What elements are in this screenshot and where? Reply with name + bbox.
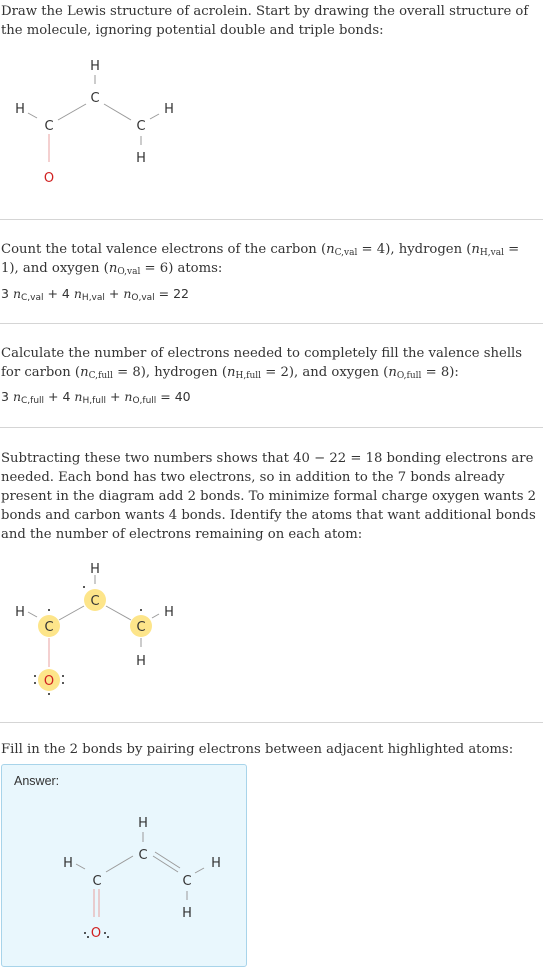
- atom-h: H: [164, 102, 174, 117]
- atom-c: C: [44, 119, 54, 134]
- atom-c: C: [182, 874, 192, 889]
- atom-h: H: [90, 59, 100, 74]
- atom-c: C: [90, 91, 100, 106]
- atom-h: H: [182, 906, 192, 921]
- atom-h: H: [63, 856, 73, 871]
- atom-c: C: [138, 848, 148, 863]
- atom-o: O: [90, 926, 102, 941]
- intro-text: Draw the Lewis structure of acrolein. Start by drawing the overall structure of the molecule, ignoring potential double and triple bonds:: [1, 4, 529, 38]
- divider: [0, 427, 543, 428]
- atom-h: H: [90, 562, 100, 577]
- atom-h: H: [136, 151, 146, 166]
- atom-h: H: [138, 816, 148, 831]
- atom-c: C: [90, 594, 100, 609]
- full-shell-text: Calculate the number of electrons needed to completely fill the valence shells for carbon $(n_{C,full} = 8)$, hydrogen $(n_{H,full} = 2)$, and oxygen $(n_{O,full} = 8)$:: [1, 346, 523, 381]
- final-lewis-structure: [2, 765, 246, 966]
- atom-c: C: [136, 620, 146, 635]
- atom-c: C: [92, 874, 102, 889]
- fill-bonds-text: Fill in the 2 bonds by pairing electrons between adjacent highlighted atoms:: [1, 742, 514, 757]
- atom-h: H: [136, 654, 146, 669]
- atom-h: H: [15, 605, 25, 620]
- answer-label: Answer:: [14, 774, 60, 788]
- valence-electrons-text: Count the total valence electrons of the carbon $(n_{C,val} = 4)$, hydrogen $(n_{H,val} = 1)$, and oxygen $(n_{O,val} = 6)$ atoms:: [1, 242, 520, 277]
- atom-c: C: [136, 119, 146, 134]
- skeleton-structure-diagram: [0, 50, 200, 195]
- valence-equation: 3 $n_{C,val} + 4$ $n_{H,val} + n_{O,val} = 22$: [1, 286, 190, 303]
- divider: [0, 722, 543, 723]
- answer-box: [1, 764, 247, 967]
- atom-h: H: [164, 605, 174, 620]
- atom-c: C: [44, 620, 54, 635]
- divider: [0, 219, 543, 220]
- bonding-electrons-text: Subtracting these two numbers shows that 40 − 22 = 18 bonding electrons are needed. Each bond has two electrons, so in addition to the 7 bonds already present in the diagram add 2 bonds. To minimize formal charge oxygen wants 2 bonds and carbon wants 4 bonds. Identify the atoms that want additional bonds and the number of electrons remaining on each atom:: [1, 451, 537, 542]
- atom-h: H: [211, 856, 221, 871]
- atom-o: O: [43, 674, 55, 689]
- atom-h: H: [15, 102, 25, 117]
- full-shell-equation: 3 $n_{C,full} + 4$ $n_{H,full} + n_{O,full} = 40$: [1, 389, 191, 406]
- highlighted-atoms-diagram: [0, 555, 200, 725]
- atom-o: O: [43, 171, 55, 186]
- divider: [0, 323, 543, 324]
